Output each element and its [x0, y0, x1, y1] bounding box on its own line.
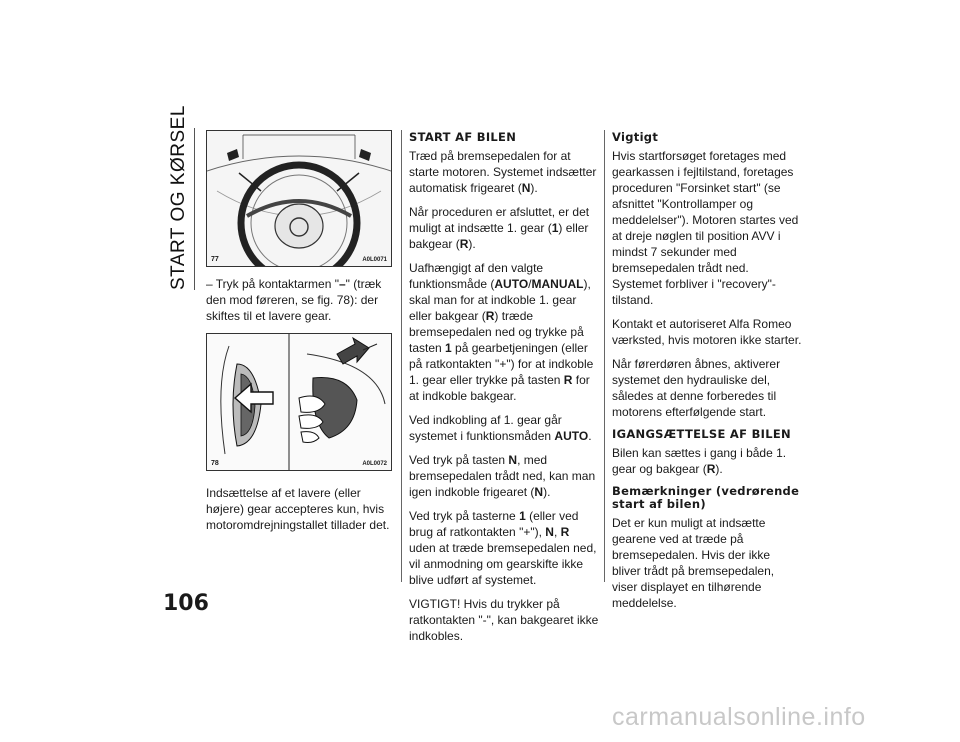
heading-bemaerkninger: Bemærkninger (vedrørende start af bilen) — [612, 484, 800, 511]
column-1-text-bottom — [206, 485, 394, 541]
paragraph: VIGTIGT! Hvis du trykker på ratkontakten "-", kan bakgearet ikke indkobles. — [409, 597, 599, 643]
heading-vigtigt: Vigtigt — [612, 130, 659, 144]
paragraph: Ved indkobling af 1. gear går systemet i funktionsmåden AUTO. — [409, 413, 592, 443]
paragraph: Hvis startforsøget foretages med gearkassen i fejltilstand, foretages proceduren "Forsinket start" (se afsnittet "Kontrollamper og meddelelser"). Motoren startes ved at dreje nøglen til position AVV i mindst 7 sekunder med bremsepedalen trådt ned. Systemet forbliver i "recovery"-tilstand. — [612, 149, 799, 307]
paragraph: – Tryk på kontaktarmen "–" (træk den mod føreren, se fig. 78): der skiftes til et lavere gear. — [206, 277, 382, 323]
figure-code: A0L0071 — [362, 257, 387, 263]
figure-77-steering-wheel — [206, 130, 392, 267]
paragraph: Det er kun muligt at indsætte gearene ved at træde på bremsepedalen. Hvis der ikke bliver trådt på bremsepedalen, viser displayet en tilhørende meddelelse. — [612, 516, 775, 610]
figure-number: 78 — [211, 460, 219, 467]
figure-number: 77 — [211, 256, 219, 263]
paragraph: Bilen kan sættes i gang i både 1. gear og bakgear (R). — [612, 446, 787, 476]
watermark: carmanualsonline.info — [612, 703, 866, 731]
paragraph: Indsættelse af et lavere (eller højere) gear accepteres kun, hvis motoromdrejningstallet tillader det. — [206, 486, 390, 532]
figure-78-paddle-shifter — [206, 333, 392, 471]
figure-code: A0L0072 — [362, 461, 387, 467]
page-number: 106 — [163, 591, 209, 616]
paragraph: Når proceduren er afsluttet, er det muligt at indsætte 1. gear (1) eller bakgear (R). — [409, 205, 590, 251]
steering-wheel-illustration — [207, 131, 391, 266]
heading-igangsaettelse: IGANGSÆTTELSE AF BILEN — [612, 427, 791, 441]
column-2-text — [409, 131, 599, 652]
column-3-text — [612, 131, 802, 619]
column-1-text-top — [206, 276, 394, 332]
column-divider-1 — [401, 130, 402, 582]
heading-start-af-bilen: START AF BILEN — [409, 130, 517, 144]
paragraph: Uafhængigt af den valgte funktionsmåde (AUTO/MANUAL), skal man for at indkoble 1. gear eller bakgear (R) træde bremsepedalen ned og trykke på tasten 1 på gearbetjeningen (eller på ratkontakten "+") for at indkoble 1. gear eller trykke på tasten R for at indkoble bakgear. — [409, 261, 594, 403]
paddle-shifter-illustration — [207, 334, 391, 470]
paragraph: Ved tryk på tasten N, med bremsepedalen trådt ned, kan man igen indkoble frigearet (N). — [409, 453, 596, 499]
section-title: START OG KØRSEL — [168, 105, 189, 290]
paragraph: Træd på bremsepedalen for at starte motoren. Systemet indsætter automatisk frigearet (N). — [409, 149, 597, 195]
column-divider-2 — [604, 130, 605, 582]
paragraph: Når førerdøren åbnes, aktiverer systemet den hydrauliske del, således at denne forberedes til motorens efterfølgende start. — [612, 357, 781, 419]
paragraph: Kontakt et autoriseret Alfa Romeo værksted, hvis motoren ikke starter. — [612, 317, 802, 347]
section-title-rule — [194, 128, 195, 290]
paragraph: Ved tryk på tasterne 1 (eller ved brug af ratkontakten "+"), N, R uden at træde bremsepedalen ned, vil anmodning om gearskifte ikke blive udført af systemet. — [409, 509, 597, 587]
